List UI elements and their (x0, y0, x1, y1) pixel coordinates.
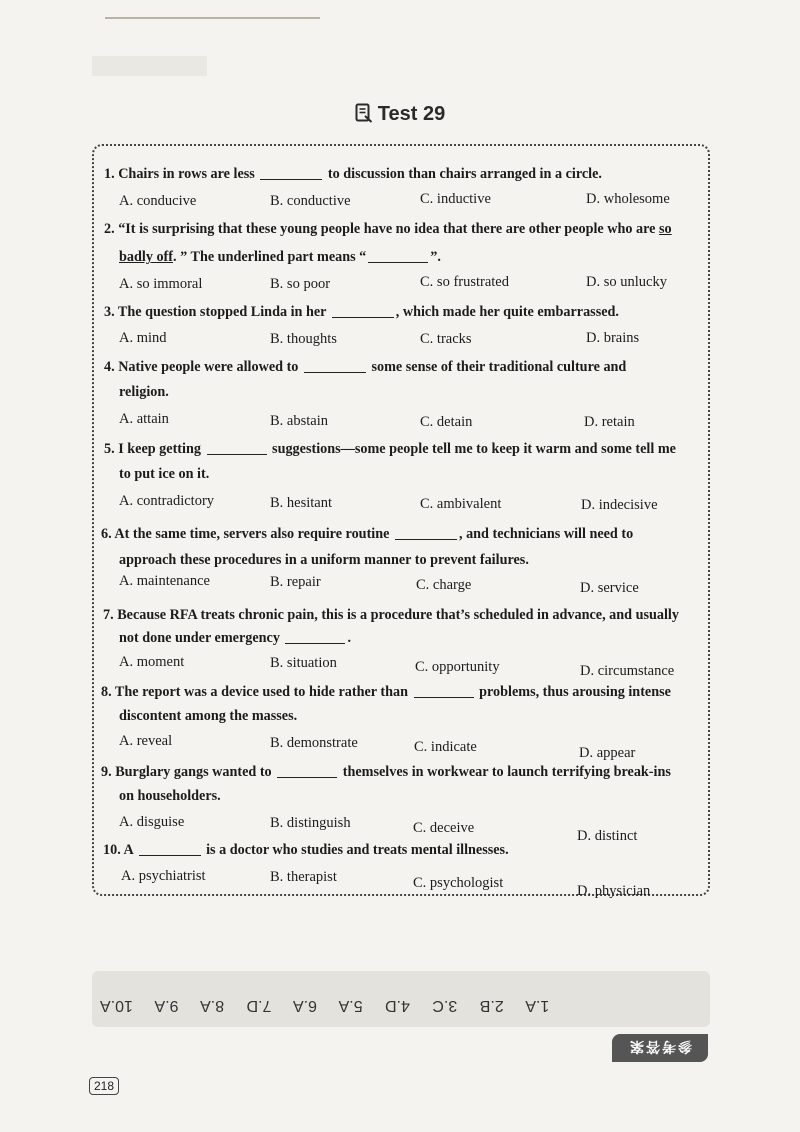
answer-key: 1.A 2.B 3.C 4.D 5.A 6.A 7.D 8.A 9.A 10.A (100, 997, 550, 1014)
option-a: A. disguise (119, 814, 185, 830)
option-d: D. retain (584, 414, 635, 430)
answer-key-label: 参考答案 (628, 1038, 692, 1054)
option-b: B. hesitant (270, 495, 333, 511)
question-7 (103, 607, 679, 624)
question-text: 5. I keep getting (104, 441, 201, 457)
option-c: C. tracks (420, 331, 472, 347)
question-text: ”. (430, 249, 441, 265)
option-a: A. maintenance (119, 573, 210, 589)
question-text: , and technicians will need to (458, 526, 634, 542)
option-b: B. distinguish (270, 815, 351, 831)
answer-blank (277, 763, 337, 778)
option-d: D. indecisive (581, 497, 658, 513)
answer-blank (414, 683, 474, 698)
question-text: 9. Burglary gangs wanted to (101, 764, 272, 780)
option-c: C. inductive (420, 191, 491, 207)
option-d: D. so unlucky (586, 274, 667, 290)
question-text: to discussion than chairs arranged in a circle. (327, 166, 602, 182)
question-text: 8. The report was a device used to hide rather than (101, 684, 408, 700)
question-text: suggestions—some people tell me to keep it warm and some tell me (272, 441, 676, 457)
option-a: A. contradictory (119, 493, 215, 509)
answer-blank (207, 440, 267, 455)
answer-blank (304, 358, 366, 373)
option-a: A. mind (119, 330, 167, 346)
option-a: A. psychiatrist (121, 868, 206, 884)
question-text: problems, thus arousing intense (479, 684, 671, 700)
option-d: D. distinct (577, 828, 638, 844)
page-title (0, 103, 800, 129)
option-c: C. opportunity (415, 659, 500, 675)
answer-blank (395, 525, 457, 540)
question-text: not done under emergency (119, 630, 280, 646)
option-c: C. psychologist (413, 875, 504, 891)
question-8 (101, 683, 671, 701)
option-d: D. service (580, 580, 639, 596)
option-b: B. thoughts (270, 331, 337, 347)
question-text: . ” The underlined part means “ (173, 249, 367, 265)
underlined-text: so (659, 221, 672, 237)
option-a: A. so immoral (119, 276, 203, 292)
header-rule (105, 17, 320, 19)
faint-header-tab (92, 56, 207, 76)
option-a: A. reveal (119, 733, 173, 749)
option-d: D. appear (579, 745, 636, 761)
question-3 (104, 303, 619, 321)
question-4-continued: religion. (119, 384, 169, 400)
question-text: . (347, 630, 352, 646)
question-text: some sense of their traditional culture and (371, 359, 627, 375)
option-c: C. indicate (414, 739, 477, 755)
option-c: C. charge (416, 577, 472, 593)
question-6 (101, 525, 633, 543)
question-text: 4. Native people were allowed to (104, 359, 299, 375)
question-2 (104, 221, 672, 238)
option-c: C. detain (420, 414, 473, 430)
answer-blank (139, 841, 201, 856)
answer-blank (368, 248, 428, 263)
answer-blank (260, 165, 322, 180)
option-d: D. circumstance (580, 663, 675, 679)
option-d: D. physician (577, 883, 651, 899)
option-b: B. so poor (270, 276, 331, 292)
question-text: 7. Because RFA treats chronic pain, this is a procedure that’s scheduled in advance, and usually (103, 607, 679, 623)
question-7-continued (119, 629, 351, 647)
option-b: B. abstain (270, 413, 328, 429)
option-a: A. conducive (119, 193, 197, 209)
underlined-text: badly off (119, 249, 173, 265)
title-text: Test 29 (377, 103, 446, 125)
page-number: 218 (89, 1077, 119, 1095)
option-c: C. so frustrated (420, 274, 509, 290)
option-b: B. situation (270, 655, 337, 671)
question-text: , which made her quite embarrassed. (395, 304, 619, 320)
question-text: 6. At the same time, servers also require routine (101, 526, 390, 542)
question-8-continued: discontent among the masses. (119, 708, 298, 724)
option-b: B. therapist (270, 869, 337, 885)
question-5-continued: to put ice on it. (119, 466, 210, 482)
option-c: C. ambivalent (420, 496, 502, 512)
question-text: 2. “It is surprising that these young people have no idea that there are other people who are (104, 221, 656, 237)
question-1 (104, 165, 602, 183)
option-a: A. attain (119, 411, 169, 427)
option-b: B. repair (270, 574, 321, 590)
answer-blank (332, 303, 394, 318)
option-b: B. demonstrate (270, 735, 358, 751)
question-4 (104, 358, 626, 376)
question-9 (101, 763, 671, 781)
option-a: A. moment (119, 654, 185, 670)
option-d: D. brains (586, 330, 640, 346)
question-10 (103, 841, 509, 859)
option-b: B. conductive (270, 193, 351, 209)
document-icon (355, 103, 373, 129)
question-text: themselves in workwear to launch terrifying break-ins (342, 764, 671, 780)
question-text: 3. The question stopped Linda in her (104, 304, 327, 320)
question-5 (104, 440, 676, 458)
question-text: 10. A (103, 842, 133, 858)
question-9-continued: on householders. (119, 788, 221, 804)
question-2-continued (119, 248, 441, 266)
question-text: is a doctor who studies and treats mental illnesses. (206, 842, 509, 858)
option-d: D. wholesome (586, 191, 670, 207)
answer-blank (285, 629, 345, 644)
option-c: C. deceive (413, 820, 475, 836)
question-6-continued: approach these procedures in a uniform manner to prevent failures. (119, 552, 529, 568)
question-text: 1. Chairs in rows are less (104, 166, 255, 182)
